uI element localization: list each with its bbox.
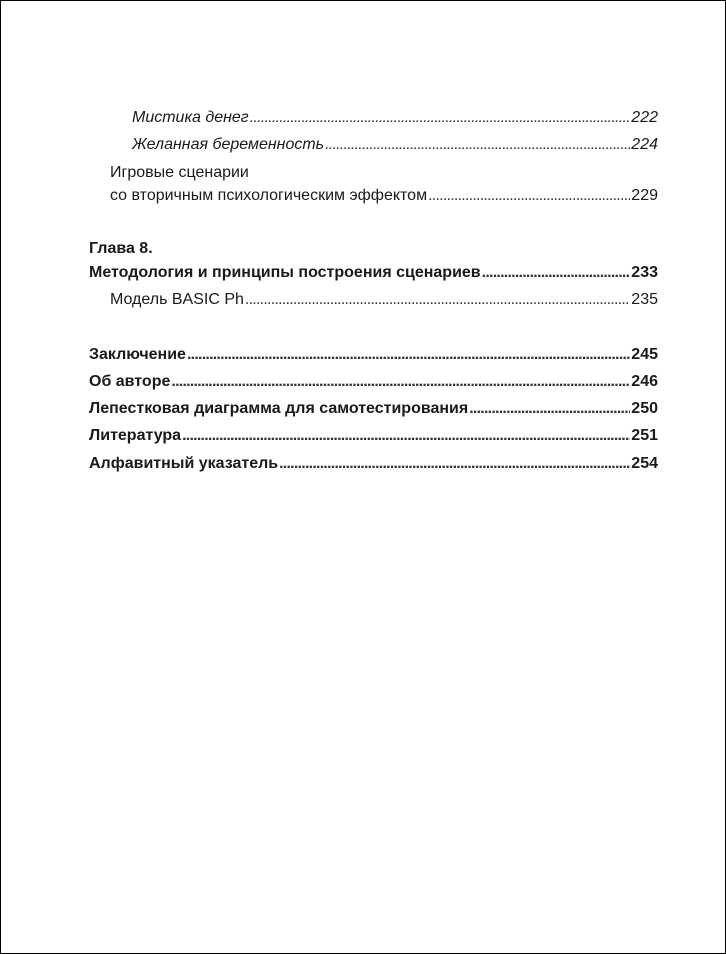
toc-entry-page: 250	[631, 400, 658, 417]
toc-entry-game-scenarios[interactable]	[110, 186, 658, 206]
toc-entry-title: Методология и принципы построения сценариев	[89, 264, 481, 281]
toc-entry-radar-chart[interactable]	[89, 399, 658, 419]
toc-entry-title: Алфавитный указатель	[89, 455, 279, 472]
toc-entry-page: 245	[631, 346, 658, 363]
toc-entry-page: 251	[631, 427, 658, 444]
dot-leader	[279, 454, 630, 474]
toc-entry-game-scenarios-line1[interactable]: Игровые сценарии	[110, 164, 249, 181]
toc-entry-page: 229	[631, 187, 658, 204]
toc-entry-index[interactable]	[89, 454, 658, 474]
dot-leader	[469, 399, 630, 419]
chapter-label: Глава 8.	[89, 240, 153, 257]
toc-entry-page: 222	[631, 109, 658, 126]
toc-entry-literature[interactable]	[89, 426, 658, 446]
toc-entry-page: 233	[631, 264, 658, 281]
toc-entry-title: Модель BASIC Ph	[110, 291, 244, 308]
toc-entry-title: Желанная беременность	[132, 136, 325, 153]
toc-entry-mystic-money[interactable]	[132, 108, 658, 128]
toc-entry-title: Литература	[89, 427, 182, 444]
toc-entry-basic-ph[interactable]	[110, 290, 658, 310]
toc-entry-chapter8[interactable]	[89, 263, 658, 283]
toc-entry-page: 235	[631, 291, 658, 308]
toc-entry-conclusion[interactable]	[89, 345, 658, 365]
toc-entry-about-author[interactable]	[89, 372, 658, 392]
dot-leader	[325, 135, 630, 155]
toc-entry-page: 246	[631, 373, 658, 390]
toc-entry-page: 254	[631, 455, 658, 472]
dot-leader	[250, 108, 631, 128]
toc-entry-title: Заключение	[89, 346, 186, 363]
toc-entry-desired-pregnancy[interactable]	[132, 135, 658, 155]
dot-leader	[171, 372, 630, 392]
dot-leader	[182, 426, 630, 446]
dot-leader	[245, 290, 630, 310]
dot-leader	[187, 345, 630, 365]
dot-leader	[482, 263, 631, 283]
dot-leader	[428, 186, 630, 206]
toc-entry-page: 224	[631, 136, 658, 153]
toc-entry-title: Лепестковая диаграмма для самотестирования	[89, 400, 469, 417]
toc-entry-title: со вторичным психологическим эффектом	[110, 187, 428, 204]
toc-entry-title: Об авторе	[89, 373, 171, 390]
toc-entry-title: Мистика денег	[132, 109, 249, 126]
